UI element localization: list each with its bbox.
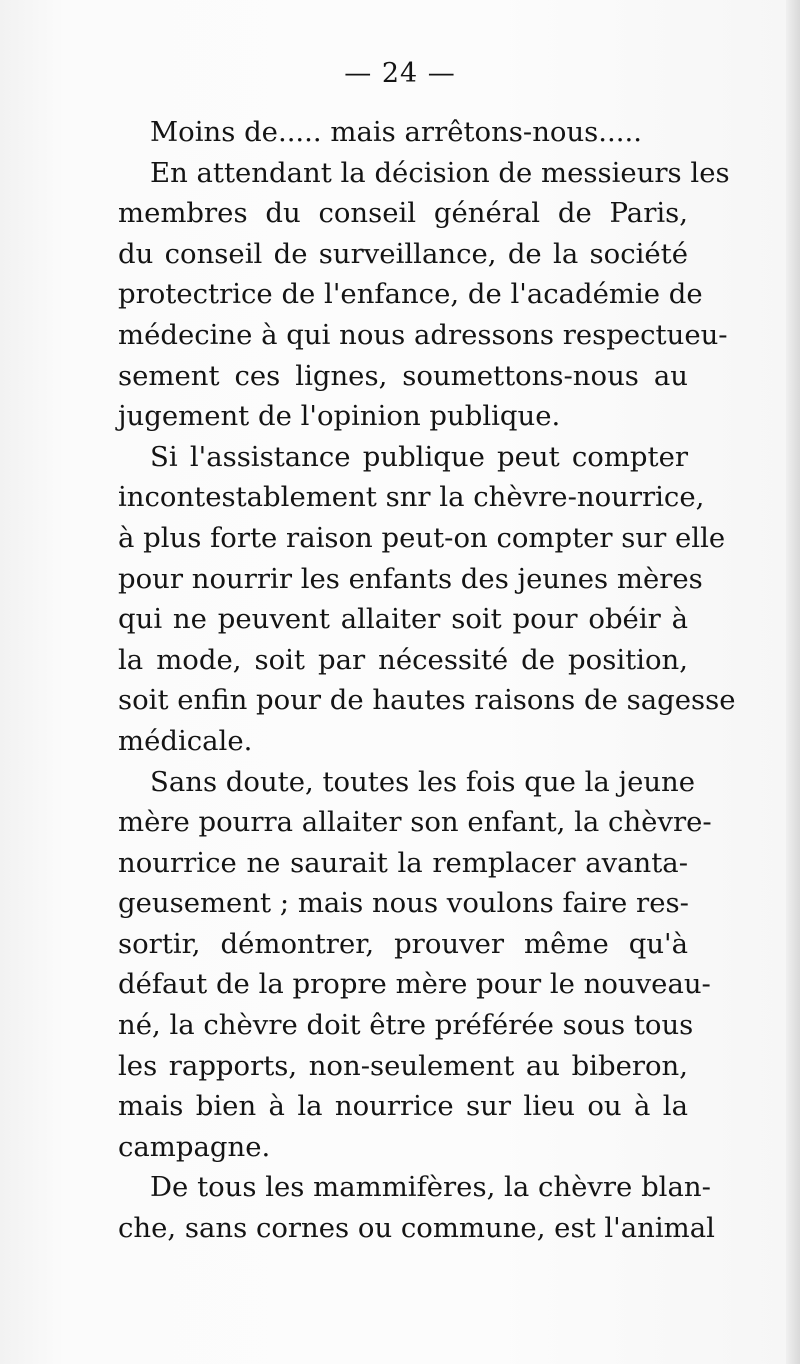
paragraph-1 <box>118 112 688 153</box>
paragraph-2 <box>118 153 730 437</box>
text-line: les rapports, non-seulement au biberon, <box>118 1049 688 1082</box>
text-line: médicale. <box>118 724 253 757</box>
text-line: pour nourrir les enfants des jeunes mères <box>118 562 703 595</box>
text-line: qui ne peuvent allaiter soit pour obéir à <box>118 603 688 636</box>
paragraph-5 <box>118 1167 715 1248</box>
text-line: incontestablement snr la chèvre-nourrice, <box>118 481 705 514</box>
text-line: De tous les mammifères, la chèvre blan- <box>150 1171 711 1204</box>
text-line: nourrice ne saurait la remplacer avanta- <box>118 846 688 879</box>
text-line: sortir, démontrer, prouver même qu'à <box>118 927 688 960</box>
text-line: la mode, soit par nécessité de position, <box>118 643 688 676</box>
page-number: — 24 — <box>344 58 456 89</box>
text-line: mais bien à la nourrice sur lieu ou à la <box>118 1090 688 1123</box>
text-line: Si l'assistance publique peut compter <box>150 440 688 473</box>
text-line: protectrice de l'enfance, de l'académie de <box>118 278 703 311</box>
text-line: En attendant la décision de messieurs les <box>150 156 730 189</box>
text-line: né, la chèvre doit être préférée sous tous <box>118 1009 694 1042</box>
text-line: à plus forte raison peut-on compter sur elle <box>118 521 726 554</box>
text-line: membres du conseil général de Paris, <box>118 197 688 230</box>
page-edge-shadow <box>786 0 800 1364</box>
text-line: che, sans cornes ou commune, est l'animal <box>118 1212 715 1245</box>
text-line: du conseil de surveillance, de la société <box>118 237 688 270</box>
text-line: geusement ; mais nous voulons faire res- <box>118 887 689 920</box>
text-line: défaut de la propre mère pour le nouveau- <box>118 968 711 1001</box>
paragraph-4 <box>118 762 712 1168</box>
text-line: soit enfin pour de hautes raisons de sagesse <box>118 684 736 717</box>
text-line: campagne. <box>118 1130 271 1163</box>
text-line: Moins de..... mais arrêtons-nous..... <box>150 116 643 148</box>
text-line: mère pourra allaiter son enfant, la chèvre- <box>118 806 712 839</box>
text-line: jugement de l'opinion publique. <box>118 400 561 433</box>
text-line: médecine à qui nous adressons respectueu- <box>118 318 728 351</box>
text-line: Sans doute, toutes les fois que la jeune <box>150 765 696 798</box>
body-text <box>118 112 736 1249</box>
text-line: sement ces lignes, soumettons-nous au <box>118 359 688 392</box>
paragraph-3 <box>118 437 736 762</box>
